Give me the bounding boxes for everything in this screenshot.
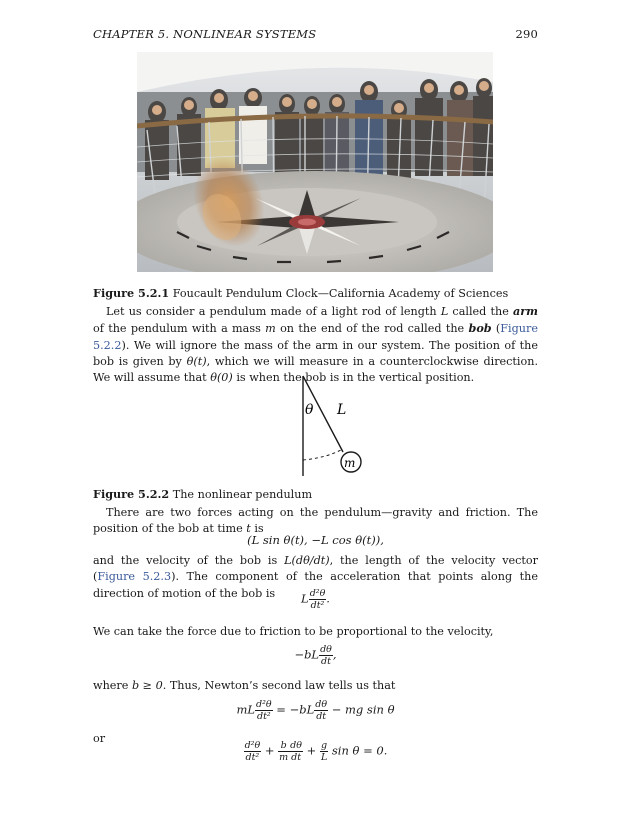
text-run: There are two forces acting on the pendulum—gravity and friction. The position of the bob at time xyxy=(93,506,538,536)
pendulum-diagram xyxy=(295,372,385,480)
term-bob: bob xyxy=(468,321,492,336)
equation-acceleration xyxy=(93,588,538,611)
text-run: Let us consider a pendulum made of a light rod of length xyxy=(106,305,441,318)
paragraph-or: or xyxy=(93,732,106,745)
math-velocity: L(dθ/dt) xyxy=(284,554,330,567)
numerator: d²θ xyxy=(309,588,326,599)
math-condition: b ≥ 0 xyxy=(131,679,163,692)
denominator: m xyxy=(279,752,289,763)
eq-term: mL xyxy=(236,702,256,717)
fraction xyxy=(255,699,273,722)
numerator: d²θ xyxy=(256,699,272,710)
paragraph-newton xyxy=(93,678,538,694)
text-run: of the pendulum with a mass xyxy=(93,322,266,336)
mass-label: m xyxy=(344,456,356,470)
figure-label: Figure 5.2.2 xyxy=(93,487,170,501)
text-run: ). The component of the acceleration that points along the direction of motion of the bob is xyxy=(93,570,538,600)
figure-caption-text: The nonlinear pendulum xyxy=(172,488,313,501)
figure-caption-5-2-2 xyxy=(93,487,312,501)
text-run: . Thus, Newton’s second law tells us that xyxy=(162,679,396,692)
swing-arc xyxy=(303,450,341,460)
numerator: dθ xyxy=(315,699,328,710)
denominator: dt² xyxy=(256,711,271,722)
eq-term: = −bL xyxy=(272,702,315,717)
math-L: L xyxy=(440,305,449,318)
denominator: dt xyxy=(291,752,302,763)
fraction xyxy=(309,588,327,611)
figure-link-5-2-3[interactable]: Figure 5.2.3 xyxy=(97,570,172,584)
numerator: dθ xyxy=(290,740,302,751)
equation-pendulum-ode xyxy=(93,740,538,763)
text-run: and the velocity of the bob is xyxy=(93,554,285,567)
fraction xyxy=(314,699,328,722)
figure-caption-text: Foucault Pendulum Clock—California Academy of Sciences xyxy=(172,287,509,300)
length-label: L xyxy=(337,402,347,418)
foucault-pendulum-photo xyxy=(137,52,493,272)
theta-label: θ xyxy=(305,402,314,418)
numerator: g xyxy=(321,740,328,751)
fraction xyxy=(244,740,262,763)
fraction xyxy=(320,740,328,763)
text-run: called the xyxy=(448,305,514,318)
math-t: t xyxy=(246,522,251,536)
numerator: dθ xyxy=(320,644,332,655)
equation-friction xyxy=(93,644,538,667)
eq-term: . xyxy=(326,591,330,606)
denominator: dt² xyxy=(245,752,260,763)
eq-term: L xyxy=(301,591,309,606)
text-run: on the end of the rod called the xyxy=(275,322,469,336)
numerator: b xyxy=(278,740,289,752)
text-run: , the length of the velocity vector ( xyxy=(93,554,538,584)
text-run: is xyxy=(250,522,264,536)
denominator: dt xyxy=(316,711,327,722)
figure-caption-5-2-1 xyxy=(93,286,508,300)
figure-label: Figure 5.2.1 xyxy=(93,286,170,300)
math-m: m xyxy=(265,322,276,336)
numerator: d²θ xyxy=(244,740,261,751)
eq-term: − mg sin θ xyxy=(328,702,395,717)
fraction xyxy=(289,740,303,763)
eq-term: , xyxy=(332,647,337,662)
eq-term: + xyxy=(302,743,320,758)
equation-newton-second-law xyxy=(93,699,538,722)
chapter-title: CHAPTER 5. NONLINEAR SYSTEMS xyxy=(93,27,317,41)
figure-link-5-2-2[interactable]: Figure 5.2.2 xyxy=(93,322,538,352)
eq-term: sin θ = 0. xyxy=(328,743,388,758)
fraction xyxy=(278,740,289,763)
fraction xyxy=(319,644,333,667)
photo-illustration xyxy=(137,52,493,272)
denominator: dt² xyxy=(310,600,325,611)
page-number: 290 xyxy=(515,27,538,41)
denominator: dt xyxy=(321,656,331,667)
paragraph-friction: We can take the force due to friction to be proportional to the velocity, xyxy=(93,625,494,638)
text-run: ). We will ignore the mass of the arm in our system. The position of the bob is given by xyxy=(93,338,538,368)
math-theta-0: θ(0) xyxy=(210,371,233,385)
math-theta-t: θ(t) xyxy=(186,354,207,368)
eq-term: + xyxy=(261,743,279,758)
term-arm: arm xyxy=(513,304,538,318)
text-run: , which we will measure in a counterclockwise direction. We will assume that xyxy=(93,354,538,385)
text-run: is when the bob is in the vertical position. xyxy=(232,371,475,385)
running-head xyxy=(93,27,538,41)
denominator: L xyxy=(320,752,328,763)
text-run: ( xyxy=(491,322,501,336)
eq-term: −bL xyxy=(294,647,320,662)
text-run: where xyxy=(93,679,132,692)
equation-bob-position: (L sin θ(t), −L cos θ(t)), xyxy=(247,533,384,547)
